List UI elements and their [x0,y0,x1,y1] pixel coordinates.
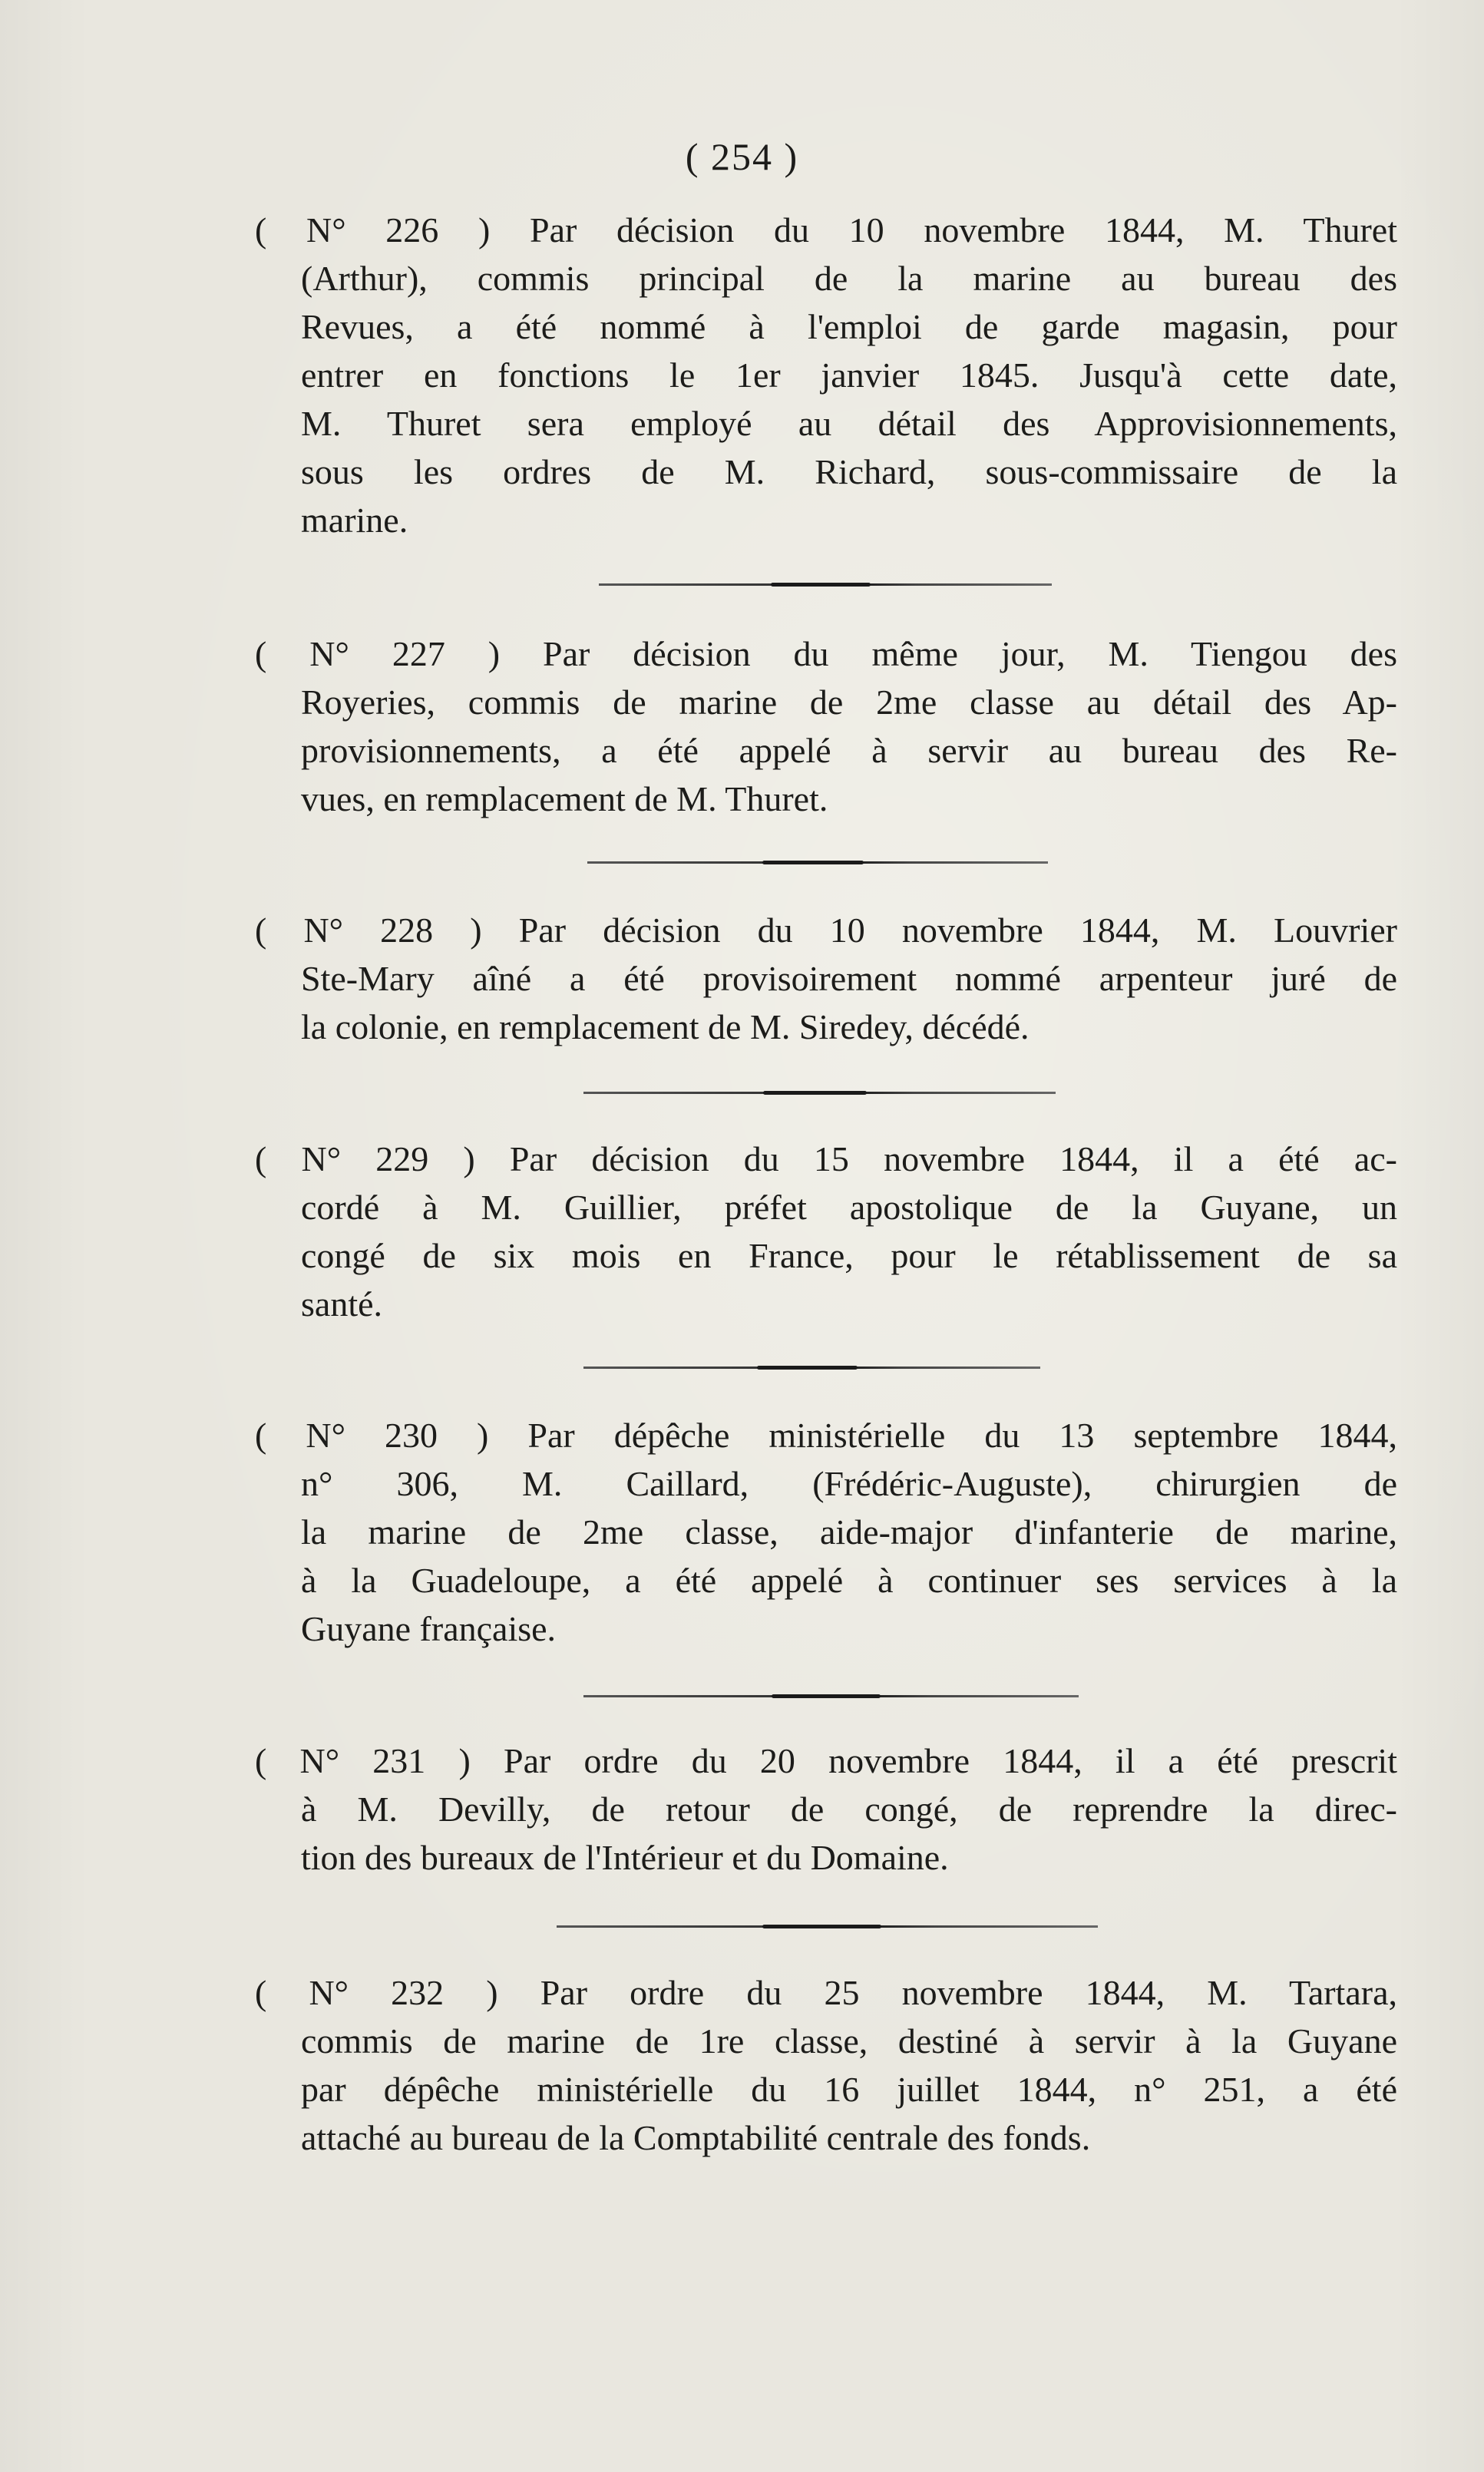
separator-rule [583,1092,1056,1094]
entry-line: la colonie, en remplacement de M. Siredey, décédé. [301,1007,1030,1046]
entry-227 [255,630,1397,823]
entry-232 [255,1968,1397,2162]
entry-228 [255,906,1397,1051]
entry-line: commis de marine de 1re classe, destiné à servir à la Guyane [301,2021,1397,2061]
entry-line: cordé à M. Guillier, préfet apostolique de la Guyane, un [301,1188,1397,1227]
entry-line: Guyane française. [301,1609,557,1648]
entry-line: ( N° 228 ) Par décision du 10 novembre 1844, M. Louvrier [255,910,1397,950]
entry-line: congé de six mois en France, pour le rétablissement de sa [301,1236,1397,1275]
entry-line: vues, en remplacement de M. Thuret. [301,779,828,818]
entry-line: tion des bureaux de l'Intérieur et du Domaine. [301,1838,949,1877]
page-number: ( 254 ) [685,135,799,178]
entry-line: (Arthur), commis principal de la marine au bureau des [301,259,1397,298]
entry-line: ( N° 232 ) Par ordre du 25 novembre 1844, M. Tartara, [255,1973,1397,2012]
entry-line: la marine de 2me classe, aide-major d'infanterie de marine, [301,1512,1397,1552]
entry-229 [255,1135,1397,1328]
entry-line: Ste-Mary aîné a été provisoirement nommé arpenteur juré de [301,959,1397,998]
entry-line: à la Guadeloupe, a été appelé à continuer ses services à la [301,1561,1397,1600]
entry-line: santé. [301,1284,383,1324]
separator-rule [587,861,1048,864]
entry-line: attaché au bureau de la Comptabilité centrale des fonds. [301,2118,1091,2157]
separator-rule [583,1695,1079,1697]
entry-line: ( N° 231 ) Par ordre du 20 novembre 1844, il a été prescrit [255,1741,1397,1780]
entry-line: ( N° 229 ) Par décision du 15 novembre 1844, il a été ac- [255,1139,1397,1178]
separator-rule [557,1925,1098,1928]
entry-line: Royeries, commis de marine de 2me classe au détail des Ap- [301,682,1397,722]
entry-230 [255,1411,1397,1653]
entry-231 [255,1737,1397,1882]
entry-line: provisionnements, a été appelé à servir au bureau des Re- [301,731,1397,770]
separator-rule [583,1367,1040,1369]
entry-line: par dépêche ministérielle du 16 juillet 1844, n° 251, a été [301,2070,1397,2109]
entry-line: à M. Devilly, de retour de congé, de reprendre la direc- [301,1790,1397,1829]
entry-line: marine. [301,501,408,540]
entry-line: sous les ordres de M. Richard, sous-commissaire de la [301,452,1397,491]
entry-line: M. Thuret sera employé au détail des Approvisionnements, [301,404,1397,443]
entry-line: Revues, a été nommé à l'emploi de garde magasin, pour [301,307,1397,346]
entry-line: n° 306, M. Caillard, (Frédéric-Auguste), chirurgien de [301,1464,1397,1503]
entry-line: ( N° 226 ) Par décision du 10 novembre 1844, M. Thuret [255,210,1397,250]
entry-line: ( N° 230 ) Par dépêche ministérielle du 13 septembre 1844, [255,1416,1397,1455]
entry-line: entrer en fonctions le 1er janvier 1845. Jusqu'à cette date, [301,355,1397,395]
entry-226 [255,206,1397,544]
entry-line: ( N° 227 ) Par décision du même jour, M. Tiengou des [255,634,1397,673]
separator-rule [599,583,1052,586]
